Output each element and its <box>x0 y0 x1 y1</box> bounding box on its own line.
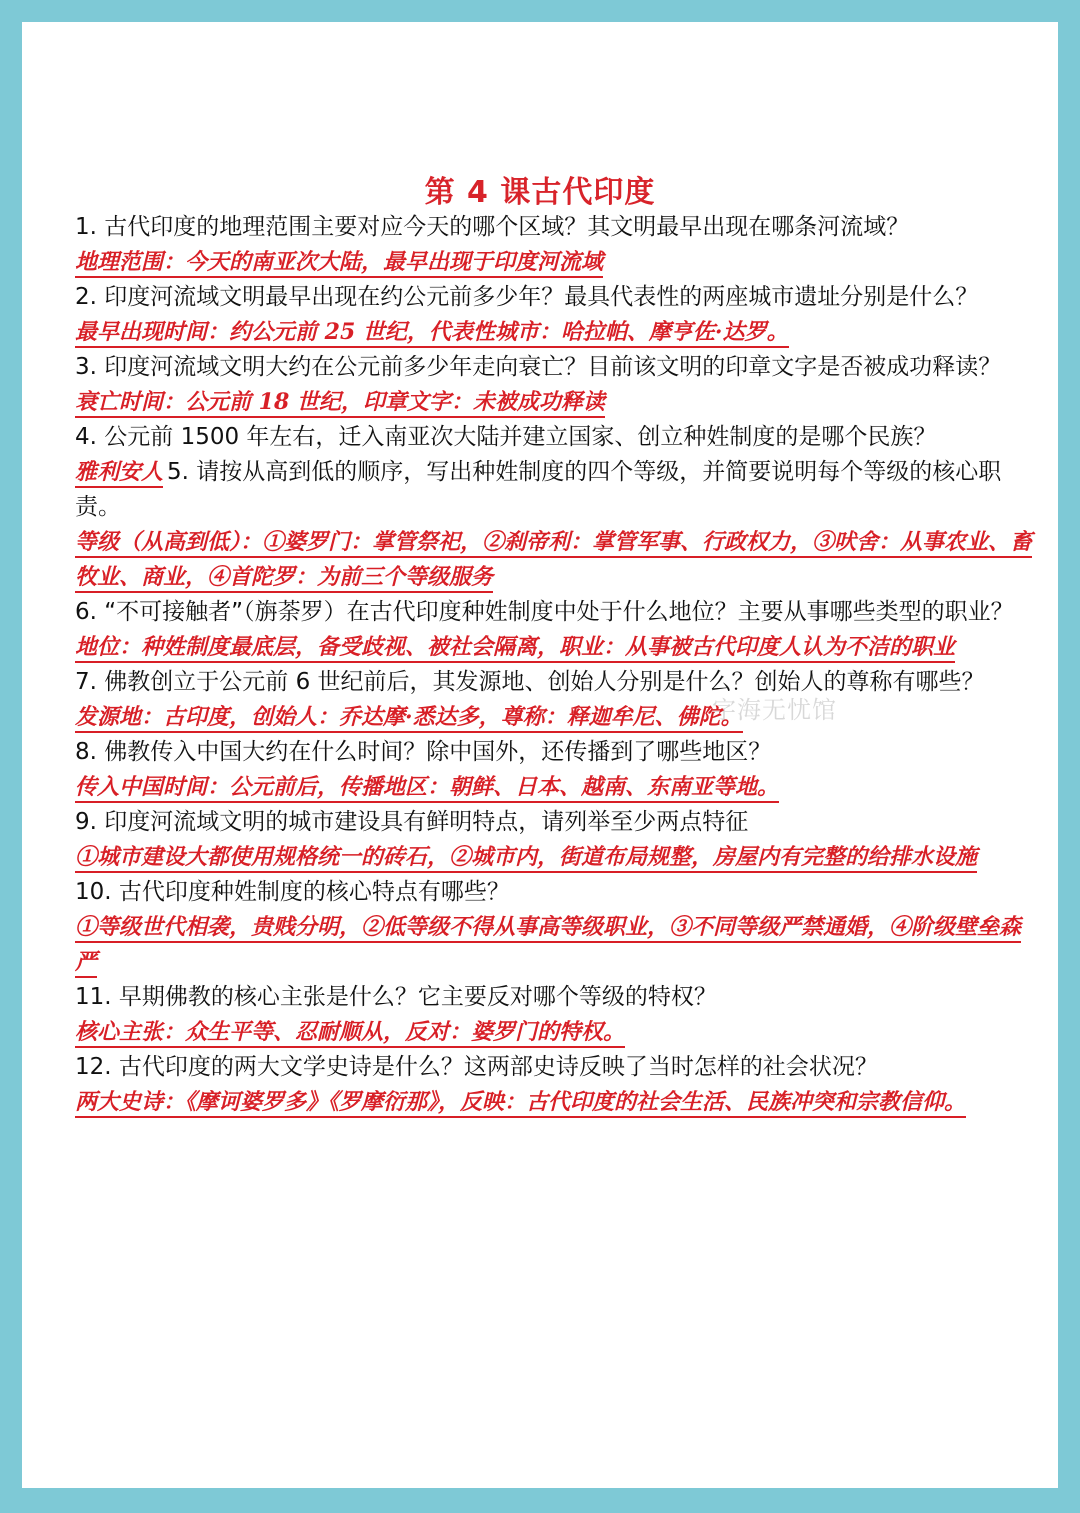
qa-list <box>75 210 1035 1120</box>
answer-4: 雅利安人 <box>75 459 163 488</box>
answer-12-text: 两大史诗：《摩诃婆罗多》《罗摩衍那》，反映：古代印度的社会生活、民族冲突和宗教信仰。 <box>75 1089 966 1118</box>
answer-4-question-5-line <box>75 455 1035 525</box>
answer-2-text: 最早出现时间：约公元前 25 世纪，代表性城市：哈拉帕、摩亨佐·达罗。 <box>75 319 789 348</box>
question-10: 10. 古代印度种姓制度的核心特点有哪些？ <box>75 879 510 905</box>
question-7: 7. 佛教创立于公元前 6 世纪前后，其发源地、创始人分别是什么？创始人的尊称有哪些？ <box>75 669 985 695</box>
question-12: 12. 古代印度的两大文学史诗是什么？这两部史诗反映了当时怎样的社会状况？ <box>75 1054 878 1080</box>
answer-12 <box>75 1085 1035 1120</box>
answer-7-text: 发源地：古印度，创始人：乔达摩·悉达多，尊称：释迦牟尼、佛陀。 <box>75 704 743 733</box>
answer-1 <box>75 245 1035 280</box>
answer-6 <box>75 630 1035 665</box>
page-title: 第 4 课古代印度 <box>424 175 656 210</box>
worksheet-page <box>22 22 1058 1488</box>
answer-11 <box>75 1015 1035 1050</box>
question-5: 5. 请按从高到低的顺序，写出种姓制度的四个等级，并简要说明每个等级的核心职责。 <box>75 459 1002 520</box>
answer-10-text: ①等级世代相袭，贵贱分明，②低等级不得从事高等级职业，③不同等级严禁通婚，④阶级壁垒森严 <box>75 914 1021 978</box>
question-1: 1. 古代印度的地理范围主要对应今天的哪个区域？其文明最早出现在哪条河流域？ <box>75 214 910 240</box>
question-2: 2. 印度河流域文明最早出现在约公元前多少年？最具代表性的两座城市遗址分别是什么？ <box>75 284 979 310</box>
answer-8 <box>75 770 1035 805</box>
answer-6-text: 地位：种姓制度最底层，备受歧视、被社会隔离，职业：从事被古代印度人认为不洁的职业 <box>75 634 955 663</box>
answer-8-text: 传入中国时间：公元前后，传播地区：朝鲜、日本、越南、东南亚等地。 <box>75 774 779 803</box>
watermark: 字海无忧馆 <box>712 696 837 724</box>
answer-7 <box>75 700 1035 735</box>
answer-3-text: 衰亡时间：公元前 18 世纪，印章文字：未被成功释读 <box>75 389 605 418</box>
question-3: 3. 印度河流域文明大约在公元前多少年走向衰亡？目前该文明的印章文字是否被成功释读？ <box>75 354 1002 380</box>
answer-1-text: 地理范围：今天的南亚次大陆，最早出现于印度河流域 <box>75 249 603 278</box>
answer-11-text: 核心主张：众生平等、忍耐顺从，反对：婆罗门的特权。 <box>75 1019 625 1048</box>
answer-5-text: 等级（从高到低）：①婆罗门：掌管祭祀，②刹帝利：掌管军事、行政权力，③吠舍：从事农业、畜牧业、商业，④首陀罗：为前三个等级服务 <box>75 529 1032 593</box>
question-4: 4. 公元前 1500 年左右，迁入南亚次大陆并建立国家、创立种姓制度的是哪个民族？ <box>75 424 937 450</box>
answer-9-text: ①城市建设大都使用规格统一的砖石，②城市内，街道布局规整，房屋内有完整的给排水设施 <box>75 844 977 873</box>
question-11: 11. 早期佛教的核心主张是什么？它主要反对哪个等级的特权？ <box>75 984 717 1010</box>
answer-9 <box>75 840 1035 875</box>
question-9: 9. 印度河流域文明的城市建设具有鲜明特点，请列举至少两点特征 <box>75 809 749 835</box>
answer-5 <box>75 525 1035 595</box>
answer-3 <box>75 385 1035 420</box>
answer-10 <box>75 910 1035 980</box>
question-8: 8. 佛教传入中国大约在什么时间？除中国外，还传播到了哪些地区？ <box>75 739 772 765</box>
answer-2 <box>75 315 1035 350</box>
question-6: 6. “不可接触者”（旃荼罗）在古代印度种姓制度中处于什么地位？主要从事哪些类型的职业？ <box>75 599 1014 625</box>
